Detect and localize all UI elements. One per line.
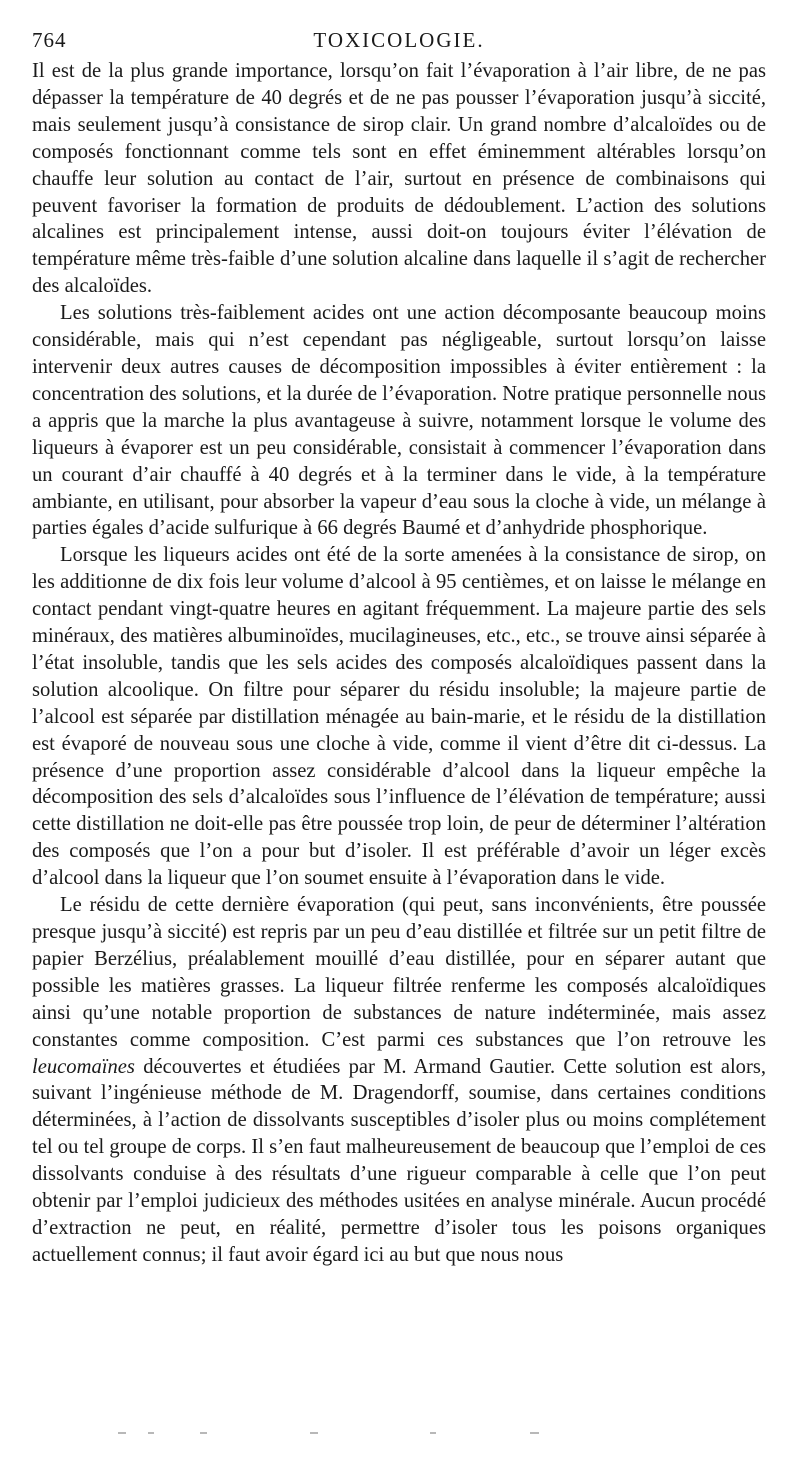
paragraph-3 [32, 542, 766, 892]
print-artifacts [100, 1432, 620, 1436]
paragraph-text: découvertes et étudiées par M. Armand Gautier. Cette solution est alors, suivant l’ingénieuse méthode de M. Dragendorff, soumise, dans certaines conditions déterminées, à l’action de dissolvants susceptibles d’isoler plus ou moins complétement tel ou tel groupe de corps. Il s’en faut malheureusement de beaucoup que l’emploi de ces dissolvants conduise à des résultats d’une rigueur comparable à celle que l’on peut obtenir par l’emploi judicieux des méthodes usitées en analyse minérale. Aucun procédé d’extraction ne peut, en réalité, permettre d’isoler tous les poisons organiques actuellement connus; il faut avoir égard ici au but que nous nous [32, 1055, 766, 1266]
stray-mark [148, 1432, 154, 1434]
paragraph-text: Lorsque les liqueurs acides ont été de la sorte amenées à la consistance de sirop, on les additionne de dix fois leur volume d’alcool à 95 centièmes, et on laisse le mélange en contact pendant vingt-quatre heures en agitant fréquemment. La majeure partie des sels minéraux, des matières albuminoïdes, mucilagineuses, etc., etc., se trouve ainsi séparée à l’état insoluble, tandis que les sels acides des composés alcaloïdiques passent dans la solution alcoolique. On filtre pour séparer du résidu insoluble; la majeure partie de l’alcool est séparée par distillation ménagée au bain-marie, et le résidu de la distillation est évaporé de nouveau sous une cloche à vide, comme il vient d’être dit ci-dessus. La présence d’une proportion assez considérable d’alcool dans la liqueur empêche la décomposition des sels d’alcaloïdes sous l’influence de l’élévation de température; aussi cette distillation ne doit-elle pas être poussée trop loin, de peur de déterminer l’altération des composés que l’on a pour but d’isoler. Il est préférable d’avoir un léger excès d’alcool dans la liqueur que l’on soumet ensuite à l’évaporation dans le vide. [32, 544, 766, 890]
stray-mark [430, 1432, 436, 1434]
paragraph-text: Les solutions très-faiblement acides ont une action décomposante beaucoup moins considérable, mais qui n’est cependant pas négligeable, surtout lorsqu’on laisse intervenir deux autres causes de décomposition impossibles à éviter entièrement : la concentration des solutions, et la durée de l’évaporation. Notre pratique personnelle nous a appris que la marche la plus avantageuse à suivre, notamment lorsque le volume des liqueurs à évaporer est un peu considérable, consistait à commencer l’évaporation dans un courant d’air chauffé à 40 degrés et à la terminer dans le vide, à la température ambiante, en utilisant, pour absorber la vapeur d’eau sous la cloche à vide, un mélange à parties égales d’acide sulfurique à 66 degrés Baumé et d’anhydride phosphorique. [32, 302, 766, 540]
stray-mark [310, 1432, 318, 1434]
stray-mark [118, 1432, 126, 1434]
running-title: TOXICOLOGIE. [313, 28, 485, 52]
book-page [32, 28, 766, 1269]
paragraph-1 [32, 58, 766, 300]
paragraph-2 [32, 300, 766, 542]
stray-mark [530, 1432, 539, 1434]
paragraph-4 [32, 892, 766, 1269]
paragraph-text: Il est de la plus grande importance, lorsqu’on fait l’évaporation à l’air libre, de ne pas dépasser la température de 40 degrés et de ne pas pousser l’évaporation jusqu’à siccité, mais seulement jusqu’à consistance de sirop clair. Un grand nombre d’alcaloïdes ou de composés fonctionnant comme tels sont en effet éminemment altérables lorsqu’on chauffe leur solution au contact de l’air, surtout en présence de combinaisons qui peuvent favoriser la formation de produits de dédoublement. L’action des solutions alcalines est principalement intense, aussi doit-on toujours éviter l’élévation de température même très-faible d’une solution alcaline dans laquelle il s’agit de rechercher des alcaloïdes. [32, 60, 766, 298]
paragraph-text: Le résidu de cette dernière évaporation (qui peut, sans inconvénients, être poussée presque jusqu’à siccité) est repris par un peu d’eau distillée et filtrée sur un petit filtre de papier Berzélius, préalablement mouillé d’eau distillée, pour en séparer autant que possible les matières grasses. La liqueur filtrée renferme les composés alcaloïdiques ainsi qu’une notable proportion de substances de nature indéterminée, mais assez constantes comme composition. C’est parmi ces substances que l’on retrouve les [32, 894, 766, 1051]
italic-term-leucomaines: leucomaïnes [32, 1055, 135, 1078]
stray-mark [200, 1432, 207, 1434]
running-head [32, 28, 766, 58]
body-text [32, 58, 766, 1269]
page-number: 764 [32, 28, 67, 52]
